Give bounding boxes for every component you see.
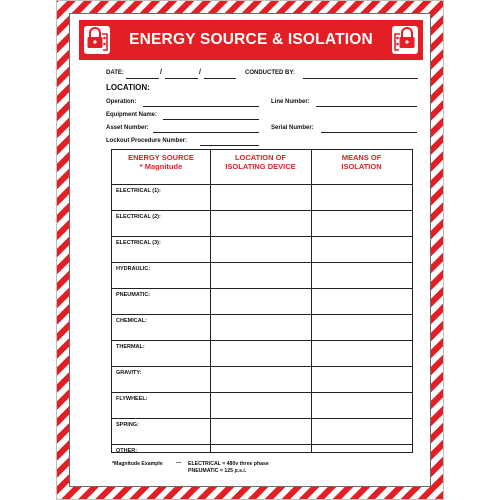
lockout-procedure-label: Lockout Procedure Number: bbox=[106, 138, 188, 144]
row-label-flywheel: FLYWHEEL: bbox=[116, 396, 148, 402]
line-number-field[interactable] bbox=[316, 106, 417, 107]
asset-number-label: Asset Number: bbox=[106, 125, 149, 131]
form-panel bbox=[69, 13, 431, 487]
row-label-electrical-3: ELECTRICAL (3): bbox=[116, 240, 161, 246]
row-divider bbox=[112, 262, 412, 263]
date-label: DATE: bbox=[106, 70, 124, 76]
operation-field[interactable] bbox=[143, 106, 259, 107]
row-label-electrical-1: ELECTRICAL (1): bbox=[116, 188, 161, 194]
row-label-hydraulic: HYDRAULIC: bbox=[116, 266, 151, 272]
conducted-by-field[interactable] bbox=[303, 78, 418, 79]
column-header-line: ENERGY SOURCE bbox=[128, 153, 194, 162]
column-divider bbox=[210, 150, 211, 452]
location-label: LOCATION: bbox=[106, 83, 150, 92]
row-divider bbox=[112, 418, 412, 419]
padlock-hasp-icon bbox=[391, 25, 419, 55]
row-label-electrical-2: ELECTRICAL (2): bbox=[116, 214, 161, 220]
energy-source-table bbox=[111, 149, 413, 453]
column-header-location bbox=[210, 153, 311, 171]
row-label-pneumatic: PNEUMATIC: bbox=[116, 292, 151, 298]
operation-label: Operation: bbox=[106, 99, 137, 105]
sign-border-stripes bbox=[56, 0, 444, 500]
date-month-field[interactable] bbox=[126, 78, 159, 79]
date-day-field[interactable] bbox=[165, 78, 198, 79]
lockout-procedure-field[interactable] bbox=[200, 145, 259, 146]
row-label-gravity: GRAVITY: bbox=[116, 370, 142, 376]
row-label-chemical: CHEMICAL: bbox=[116, 318, 147, 324]
equipment-name-label: Equipment Name: bbox=[106, 112, 158, 118]
date-separator: / bbox=[160, 69, 162, 76]
equipment-name-field[interactable] bbox=[163, 119, 259, 120]
serial-number-label: Serial Number: bbox=[271, 125, 314, 131]
date-separator: / bbox=[199, 69, 201, 76]
page-title: ENERGY SOURCE & ISOLATION bbox=[129, 31, 373, 48]
row-divider bbox=[112, 184, 412, 185]
footnote-line-2: PNEUMATIC = 125 p.s.i. bbox=[188, 468, 247, 474]
row-label-thermal: THERMAL: bbox=[116, 344, 145, 350]
footnote-line-1: ELECTRICAL = 480v three phase bbox=[188, 461, 269, 467]
row-divider bbox=[112, 392, 412, 393]
column-header-means bbox=[311, 153, 412, 171]
line-number-label: Line Number: bbox=[271, 99, 310, 105]
column-header-line: MEANS OF bbox=[341, 153, 382, 162]
footnote-label: *Magnitude Example bbox=[112, 461, 163, 467]
column-divider bbox=[311, 150, 312, 452]
row-divider bbox=[112, 366, 412, 367]
row-divider bbox=[112, 210, 412, 211]
column-header-line: ISOLATION bbox=[341, 162, 382, 171]
title-banner bbox=[79, 20, 423, 60]
row-divider bbox=[112, 236, 412, 237]
row-label-other: OTHER: bbox=[116, 448, 138, 454]
row-divider bbox=[112, 288, 412, 289]
conducted-by-label: CONDUCTED BY: bbox=[245, 70, 295, 76]
row-label-spring: SPRING: bbox=[116, 422, 139, 428]
row-divider bbox=[112, 314, 412, 315]
column-header-line: LOCATION OF bbox=[234, 153, 287, 162]
row-divider bbox=[112, 444, 412, 445]
column-header-energy-source bbox=[112, 153, 210, 171]
column-header-line: ISOLATING DEVICE bbox=[225, 162, 296, 171]
footnote-dash: — bbox=[176, 460, 182, 466]
row-divider bbox=[112, 340, 412, 341]
date-year-field[interactable] bbox=[204, 78, 236, 79]
serial-number-field[interactable] bbox=[321, 132, 417, 133]
asset-number-field[interactable] bbox=[153, 132, 259, 133]
column-header-line: * Magnitude bbox=[139, 162, 183, 171]
